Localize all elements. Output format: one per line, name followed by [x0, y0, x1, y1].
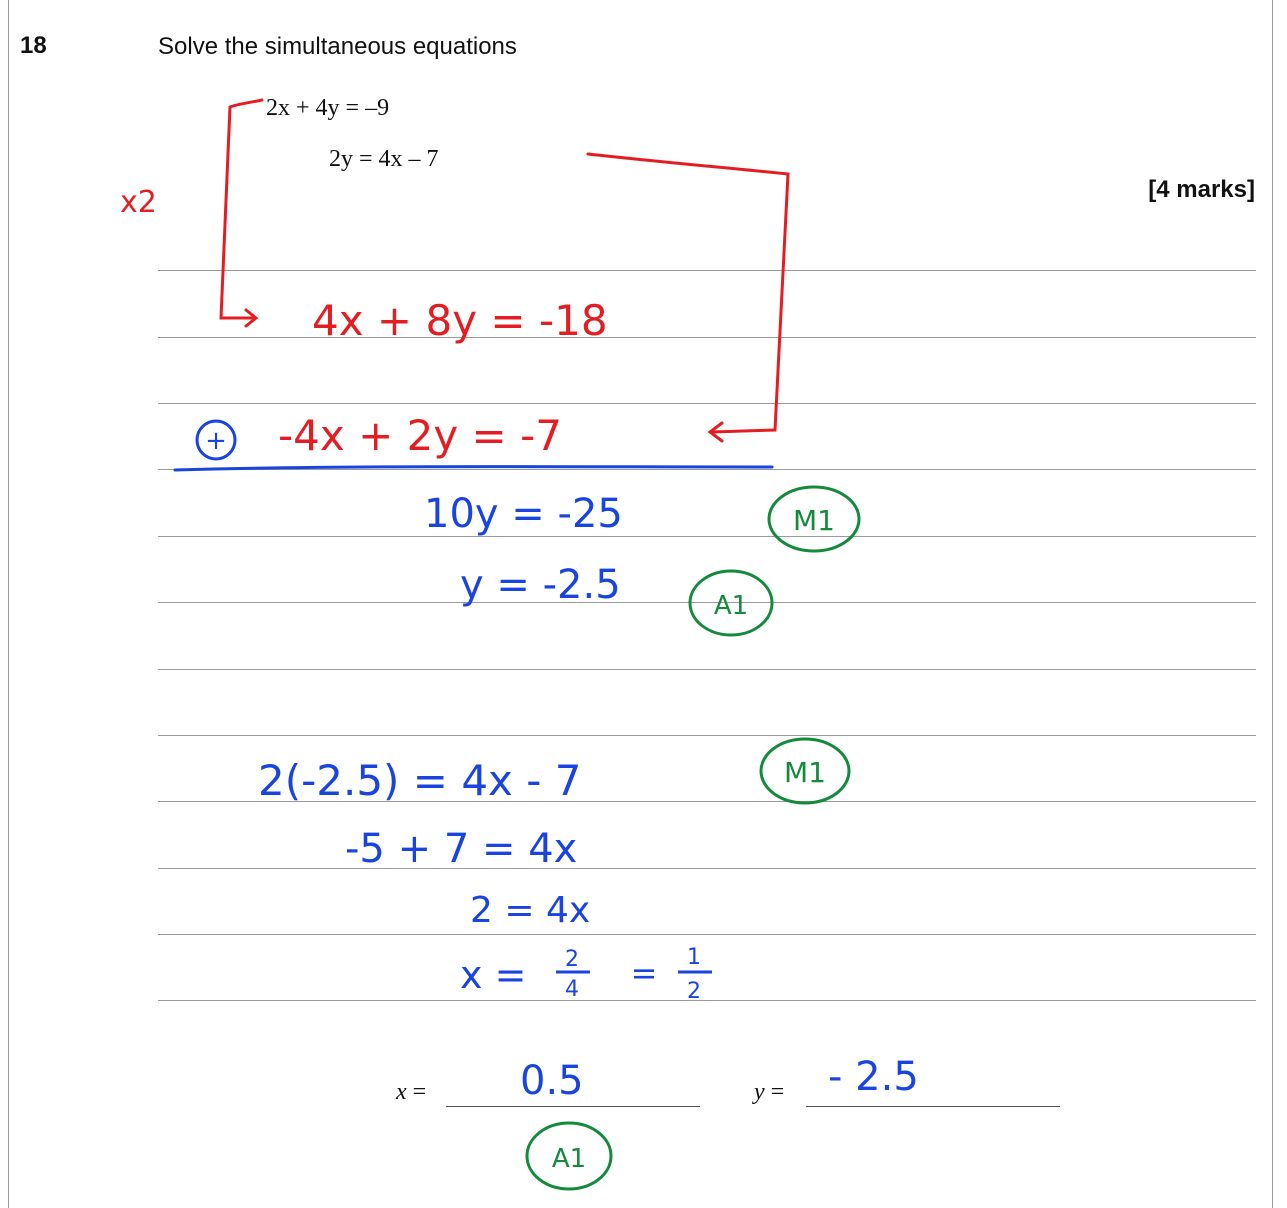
working-step-5: 2(-2.5) = 4x - 7: [258, 756, 582, 805]
x-answer-label: x =: [396, 1079, 427, 1105]
mark-3: M1: [784, 756, 826, 789]
multiplier-note: x2: [120, 185, 157, 220]
question-prompt: Solve the simultaneous equations: [158, 33, 517, 60]
addition-underline: [175, 467, 772, 470]
x-answer-value: 0.5: [520, 1058, 584, 1104]
marks-label: [4 marks]: [1148, 176, 1255, 203]
working-step-6: -5 + 7 = 4x: [345, 826, 578, 872]
y-answer-label: y =: [754, 1079, 785, 1105]
fraction-1-denominator: 4: [565, 977, 579, 1002]
fraction-equals: =: [630, 954, 658, 992]
fraction-2-denominator: 2: [687, 979, 701, 1004]
question-number: 18: [20, 32, 47, 59]
working-step-1: 4x + 8y = -18: [312, 296, 608, 345]
mark-4: A1: [551, 1144, 587, 1174]
mark-1: M1: [793, 504, 835, 537]
fraction-2-numerator: 1: [687, 945, 701, 970]
working-step-4: y = -2.5: [460, 562, 621, 608]
working-step-2: -4x + 2y = -7: [278, 411, 562, 460]
equation-1: 2x + 4y = –9: [266, 95, 390, 121]
fraction-1-numerator: 2: [565, 947, 579, 972]
mark-2: A1: [713, 591, 749, 621]
bracket-arrow-right: [588, 154, 788, 432]
y-answer-value: - 2.5: [828, 1054, 919, 1100]
plus-sign: +: [205, 426, 227, 456]
working-step-7: 2 = 4x: [470, 890, 591, 931]
red-ink-working: [120, 100, 788, 460]
bracket-arrow-left: [221, 100, 262, 318]
equation-2: 2y = 4x – 7: [329, 146, 439, 172]
working-step-8-lhs: x =: [460, 953, 527, 997]
working-step-3: 10y = -25: [424, 491, 623, 537]
